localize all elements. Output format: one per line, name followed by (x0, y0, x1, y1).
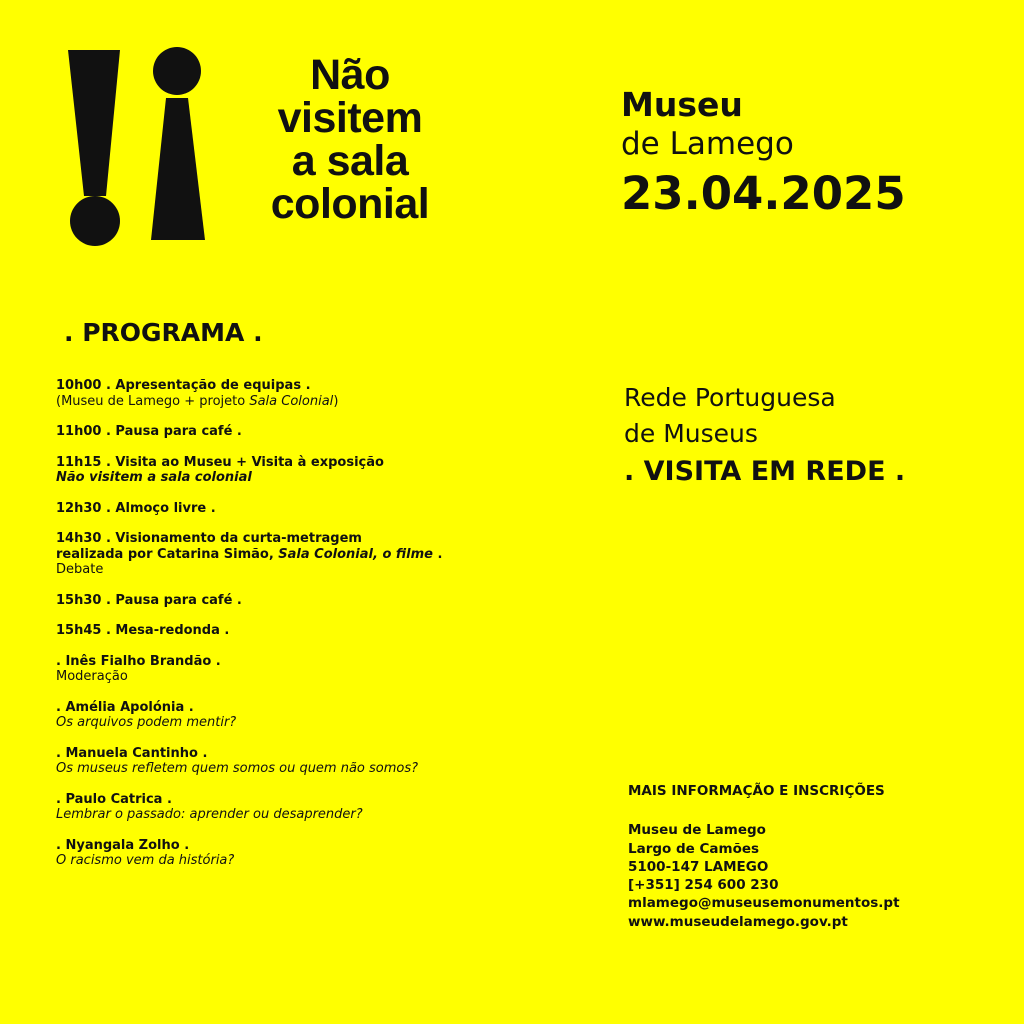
schedule-item-detail: Debate (56, 562, 104, 577)
speaker-name: . Manuela Cantinho . (56, 745, 208, 761)
network-block (624, 380, 1004, 492)
schedule-item (56, 501, 576, 517)
title-line: visitem (277, 94, 423, 142)
contact-postcode: 5100-147 LAMEGO (628, 858, 769, 875)
schedule-item (56, 531, 576, 578)
exclamation-mark-icon (68, 50, 120, 196)
speaker-role: Moderação (56, 669, 128, 684)
schedule-item-title: 11h15 . Visita ao Museu + Visita à exposição (56, 454, 384, 470)
network-visit-title: . VISITA EM REDE . (624, 456, 906, 487)
contact-info-heading: MAIS INFORMAÇÃO E INSCRIÇÕES (628, 783, 885, 799)
contact-email: mlamego@museusemonumentos.pt (628, 895, 900, 912)
schedule-item-title-continued (56, 547, 576, 563)
title-italic-text: Sala Colonial, o filme (278, 546, 433, 562)
speaker-talk: Os arquivos podem mentir? (56, 715, 237, 730)
network-name: Rede Portuguesa (624, 383, 836, 412)
schedule-item (56, 623, 576, 639)
schedule-item (56, 838, 576, 869)
schedule-item-subtitle: Não visitem a sala colonial (56, 470, 252, 485)
museum-name: Museu (621, 85, 743, 124)
schedule-item-title: 15h30 . Pausa para café . (56, 592, 242, 608)
schedule-item (56, 792, 576, 823)
schedule-item (56, 654, 576, 685)
schedule-item-title: 15h45 . Mesa-redonda . (56, 623, 230, 638)
event-date: 23.04.2025 (621, 167, 906, 220)
title-text: . (432, 546, 443, 562)
speaker-talk: Os museus refletem quem somos ou quem não somos? (56, 761, 419, 776)
schedule-item (56, 746, 576, 777)
detail-text: ) (333, 393, 339, 409)
title-line: a sala (291, 137, 409, 185)
speaker-name: . Paulo Catrica . (56, 791, 172, 807)
schedule-item (56, 593, 576, 609)
detail-text: (Museu de Lamego + projeto (56, 393, 250, 409)
speaker-name: . Amélia Apolónia . (56, 699, 194, 715)
speaker-talk: Lembrar o passado: aprender ou desaprender? (56, 807, 363, 822)
detail-italic-text: Sala Colonial (249, 393, 334, 409)
museum-block (621, 86, 1001, 222)
contact-website: www.museudelamego.gov.pt (628, 913, 848, 930)
programa-heading: . PROGRAMA . (64, 318, 263, 347)
contact-museum-name: Museu de Lamego (628, 822, 766, 839)
title-text: realizada por Catarina Simão, (56, 546, 279, 562)
speaker-name: . Inês Fialho Brandão . (56, 653, 221, 669)
exclamation-dot-icon (70, 196, 120, 246)
title-line: colonial (270, 180, 430, 228)
museum-place: de Lamego (621, 126, 794, 162)
schedule-item (56, 700, 576, 731)
contact-street: Largo de Camões (628, 840, 760, 857)
double-exclamation-logo-icon (62, 44, 212, 249)
speaker-name: . Nyangala Zolho . (56, 837, 190, 853)
inverted-exclamation-dot-icon (153, 47, 201, 95)
contact-info-block (628, 782, 1008, 931)
title-line: Não (310, 51, 390, 99)
schedule-item-title: 10h00 . Apresentação de equipas . (56, 378, 311, 393)
speaker-talk: O racismo vem da história? (56, 853, 235, 868)
schedule-item-title: 11h00 . Pausa para café . (56, 424, 242, 439)
schedule-item-title: 14h30 . Visionamento da curta-metragem (56, 531, 362, 546)
contact-phone: [+351] 254 600 230 (628, 877, 779, 894)
schedule-item (56, 378, 576, 409)
schedule-item-title: 12h30 . Almoço livre . (56, 500, 216, 516)
exhibition-title (250, 51, 450, 228)
schedule-list (56, 378, 576, 884)
schedule-item-detail (56, 394, 576, 410)
network-name-continued: de Museus (624, 419, 758, 448)
inverted-exclamation-mark-icon (151, 98, 205, 240)
schedule-item (56, 455, 576, 486)
schedule-item (56, 424, 576, 440)
